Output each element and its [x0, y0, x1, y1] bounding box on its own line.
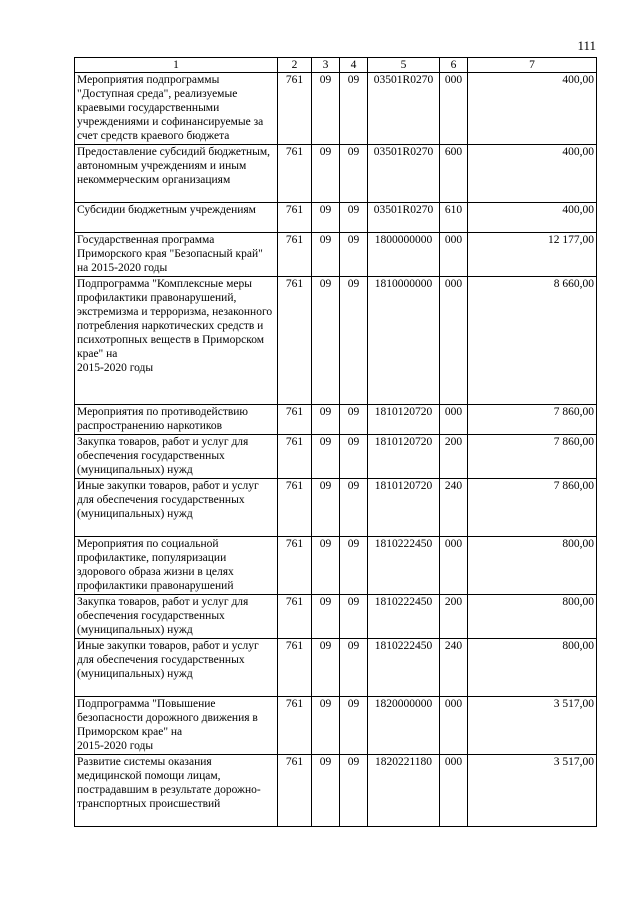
row-code-c4: 09: [340, 203, 368, 233]
row-code-c3: 09: [312, 537, 340, 595]
row-code-c3: 09: [312, 697, 340, 755]
table-header-row: [75, 58, 597, 73]
page-number: 111: [577, 38, 596, 53]
row-amount: 7 860,00: [468, 405, 597, 435]
row-code-c6: 000: [440, 755, 468, 827]
row-amount: 12 177,00: [468, 233, 597, 277]
row-code-c5: 1810120720: [368, 479, 440, 537]
table-row: [75, 479, 597, 537]
row-amount: 3 517,00: [468, 697, 597, 755]
row-name: Субсидии бюджетным учреждениям: [75, 203, 278, 233]
row-code-c5: 1820000000: [368, 697, 440, 755]
row-code-c4: 09: [340, 697, 368, 755]
row-code-c6: 000: [440, 537, 468, 595]
table-row: [75, 537, 597, 595]
row-code-c5: 1800000000: [368, 233, 440, 277]
row-code-c4: 09: [340, 755, 368, 827]
row-code-c2: 761: [278, 435, 312, 479]
row-code-c6: 200: [440, 595, 468, 639]
row-code-c5: 03501R0270: [368, 145, 440, 203]
row-code-c6: 610: [440, 203, 468, 233]
row-code-c5: 03501R0270: [368, 73, 440, 145]
row-name: Предоставление субсидий бюджетным, автономным учреждениям и иным некоммерческим организациям: [75, 145, 278, 203]
row-code-c5: 03501R0270: [368, 203, 440, 233]
row-amount: 800,00: [468, 537, 597, 595]
row-code-c2: 761: [278, 405, 312, 435]
row-amount: 800,00: [468, 595, 597, 639]
row-name: Подпрограмма "Комплексные меры профилактики правонарушений, экстремизма и терроризма, незаконного потребления наркотических средств и психотропных веществ в Приморском крае" на 2015-2020 годы: [75, 277, 278, 405]
row-name: Мероприятия подпрограммы "Доступная среда", реализуемые краевыми государственными учреждениями и софинансируемые за счет средств краевого бюджета: [75, 73, 278, 145]
table-row: [75, 697, 597, 755]
table-row: [75, 145, 597, 203]
row-amount: 400,00: [468, 203, 597, 233]
column-header: 1: [75, 58, 278, 73]
table-row: [75, 203, 597, 233]
row-code-c4: 09: [340, 639, 368, 697]
row-code-c4: 09: [340, 233, 368, 277]
row-code-c6: 000: [440, 697, 468, 755]
row-name: Иные закупки товаров, работ и услуг для обеспечения государственных (муниципальных) нужд: [75, 479, 278, 537]
row-code-c3: 09: [312, 755, 340, 827]
row-name: Закупка товаров, работ и услуг для обеспечения государственных (муниципальных) нужд: [75, 435, 278, 479]
table-row: [75, 435, 597, 479]
table-row: [75, 755, 597, 827]
row-code-c2: 761: [278, 537, 312, 595]
column-header: 7: [468, 58, 597, 73]
row-code-c3: 09: [312, 639, 340, 697]
row-code-c6: 200: [440, 435, 468, 479]
table-row: [75, 405, 597, 435]
row-code-c2: 761: [278, 145, 312, 203]
row-code-c4: 09: [340, 145, 368, 203]
row-amount: 400,00: [468, 145, 597, 203]
row-code-c2: 761: [278, 203, 312, 233]
column-header: 2: [278, 58, 312, 73]
table-row: [75, 277, 597, 405]
column-header: 5: [368, 58, 440, 73]
row-name: Мероприятия по социальной профилактике, популяризации здорового образа жизни в целях профилактики правонарушений: [75, 537, 278, 595]
row-code-c5: 1810000000: [368, 277, 440, 405]
row-code-c5: 1810222450: [368, 595, 440, 639]
row-code-c4: 09: [340, 479, 368, 537]
row-code-c3: 09: [312, 479, 340, 537]
row-code-c2: 761: [278, 639, 312, 697]
row-code-c3: 09: [312, 277, 340, 405]
row-name: Мероприятия по противодействию распространению наркотиков: [75, 405, 278, 435]
row-amount: 7 860,00: [468, 479, 597, 537]
row-code-c2: 761: [278, 595, 312, 639]
row-code-c4: 09: [340, 405, 368, 435]
row-code-c5: 1810222450: [368, 639, 440, 697]
row-name: Иные закупки товаров, работ и услуг для обеспечения государственных (муниципальных) нужд: [75, 639, 278, 697]
table-row: [75, 595, 597, 639]
row-name: Закупка товаров, работ и услуг для обеспечения государственных (муниципальных) нужд: [75, 595, 278, 639]
row-code-c3: 09: [312, 203, 340, 233]
row-name: Подпрограмма "Повышение безопасности дорожного движения в Приморском крае" на 2015-2020 годы: [75, 697, 278, 755]
row-code-c5: 1810120720: [368, 435, 440, 479]
row-name: Развитие системы оказания медицинской помощи лицам, пострадавшим в результате дорожно-транспортных происшествий: [75, 755, 278, 827]
row-code-c6: 000: [440, 277, 468, 405]
row-amount: 400,00: [468, 73, 597, 145]
row-code-c2: 761: [278, 479, 312, 537]
row-code-c4: 09: [340, 277, 368, 405]
budget-table: [74, 57, 597, 827]
row-code-c2: 761: [278, 73, 312, 145]
row-code-c6: 240: [440, 479, 468, 537]
row-amount: 3 517,00: [468, 755, 597, 827]
column-header: 4: [340, 58, 368, 73]
row-code-c2: 761: [278, 277, 312, 405]
row-code-c6: 240: [440, 639, 468, 697]
row-code-c4: 09: [340, 435, 368, 479]
row-code-c4: 09: [340, 537, 368, 595]
table-row: [75, 73, 597, 145]
row-amount: 800,00: [468, 639, 597, 697]
row-code-c2: 761: [278, 697, 312, 755]
table-row: [75, 639, 597, 697]
row-code-c6: 600: [440, 145, 468, 203]
row-code-c2: 761: [278, 233, 312, 277]
row-code-c4: 09: [340, 73, 368, 145]
row-amount: 7 860,00: [468, 435, 597, 479]
row-code-c5: 1820221180: [368, 755, 440, 827]
row-amount: 8 660,00: [468, 277, 597, 405]
row-code-c3: 09: [312, 233, 340, 277]
row-code-c3: 09: [312, 595, 340, 639]
row-code-c5: 1810222450: [368, 537, 440, 595]
table-row: [75, 233, 597, 277]
row-code-c3: 09: [312, 435, 340, 479]
column-header: 3: [312, 58, 340, 73]
row-code-c5: 1810120720: [368, 405, 440, 435]
column-header: 6: [440, 58, 468, 73]
row-code-c3: 09: [312, 145, 340, 203]
row-code-c6: 000: [440, 405, 468, 435]
row-code-c3: 09: [312, 73, 340, 145]
row-code-c6: 000: [440, 233, 468, 277]
row-code-c6: 000: [440, 73, 468, 145]
row-code-c2: 761: [278, 755, 312, 827]
row-code-c4: 09: [340, 595, 368, 639]
row-code-c3: 09: [312, 405, 340, 435]
row-name: Государственная программа Приморского края "Безопасный край" на 2015-2020 годы: [75, 233, 278, 277]
